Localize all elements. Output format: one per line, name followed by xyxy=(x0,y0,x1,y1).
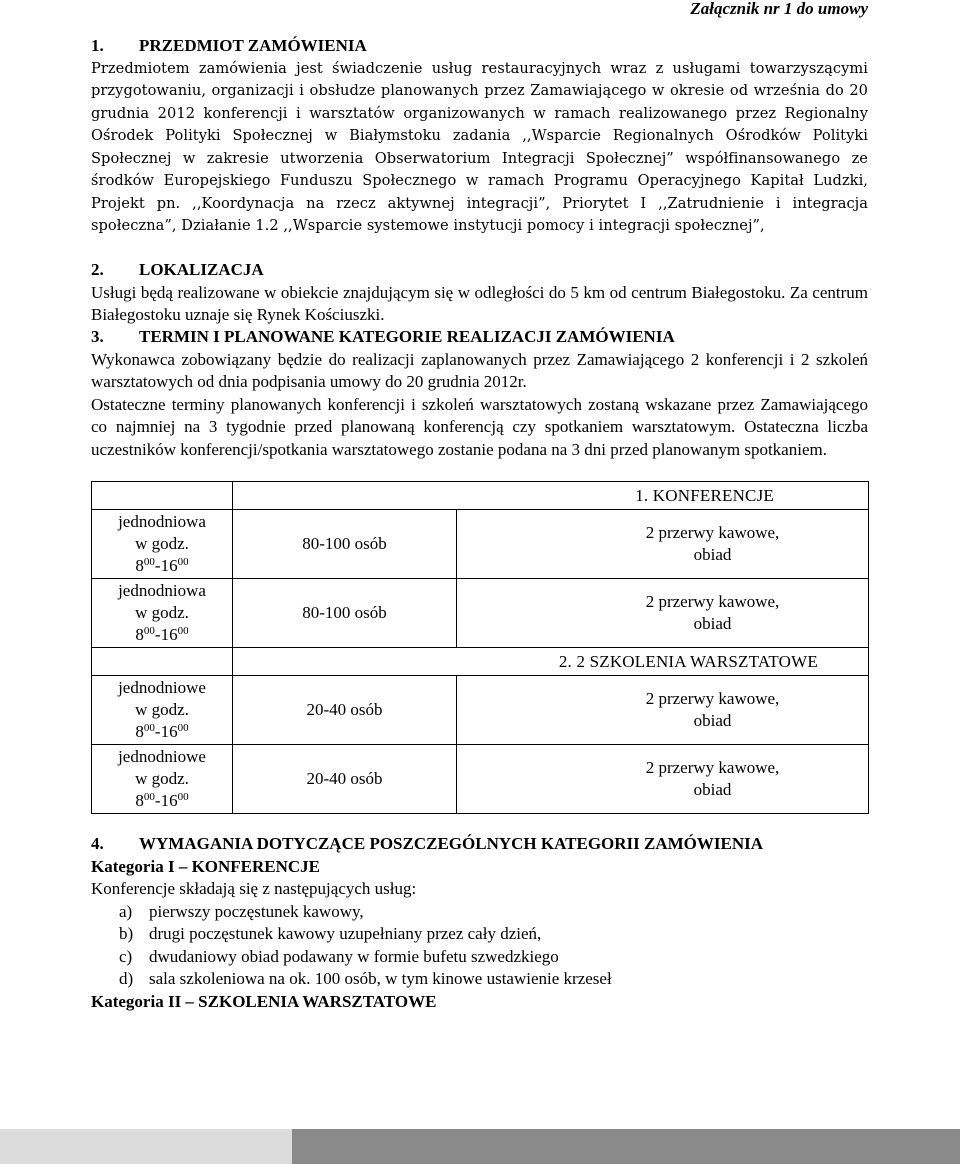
section-heading xyxy=(91,259,868,282)
category-intro: Konferencje składają się z następujących usług: xyxy=(91,879,417,898)
section-heading xyxy=(91,326,868,349)
table-row xyxy=(92,745,869,814)
table-row xyxy=(92,510,869,579)
table-section-row xyxy=(92,482,869,510)
table-cell-services: 2 przerwy kawowe, obiad xyxy=(457,676,869,745)
services-list xyxy=(91,901,868,991)
section-number: 3. xyxy=(91,327,104,346)
table-cell-services: 2 przerwy kawowe, obiad xyxy=(457,745,869,814)
footer-bar-light xyxy=(0,1129,292,1164)
table-section-row xyxy=(92,648,869,676)
table-cell-services: 2 przerwy kawowe, obiad xyxy=(457,579,869,648)
section-title: LOKALIZACJA xyxy=(139,260,264,279)
section-title: TERMIN I PLANOWANE KATEGORIE REALIZACJI ZAMÓWIENIA xyxy=(139,327,675,346)
table-cell-people: 20-40 osób xyxy=(233,676,457,745)
table-section-title: 1. KONFERENCJE xyxy=(233,482,869,510)
section-title: PRZEDMIOT ZAMÓWIENIA xyxy=(139,36,367,55)
category-heading: Kategoria II – SZKOLENIA WARSZTATOWE xyxy=(91,991,437,1011)
section-subject xyxy=(91,35,868,238)
table-cell-people: 80-100 osób xyxy=(233,579,457,648)
section-location xyxy=(91,259,868,327)
list-item: c) dwudaniowy obiad podawany w formie bufetu szwedzkiego xyxy=(119,946,559,966)
table-section-title: 2. 2 SZKOLENIA WARSZTATOWE xyxy=(233,648,869,676)
list-item: b) drugi poczęstunek kawowy uzupełniany przez cały dzień, xyxy=(119,924,542,943)
table-row xyxy=(92,579,869,648)
section-schedule xyxy=(91,326,868,461)
table-cell-type: jednodniowe w godz. $8^{00}-16^{00}$ xyxy=(92,745,233,814)
section-heading xyxy=(91,833,868,856)
section-text: Przedmiotem zamówienia jest świadczenie usług restauracyjnych wraz z usługami towarzyszącymi przygotowaniu, organizacji i obsłudze planowanych przez Zamawiającego w okresie od września do 20 grudnia 2012 konferencji i warsztatów organizowanych w ramach realizowanego przez Regionalny Ośrodek Polityki Społecznej w Białymstoku zadania ,,Wsparcie Regionalnych Ośrodków Polityki Społecznej w zakresie utworzenia Obserwatorium Integracji Społecznej” współfinansowanego ze środków Europejskiego Funduszu Społecznego w ramach Programu Operacyjnego Kapitał Ludzki, Projekt pn. ,,Koordynacja na rzecz aktywnej integracji”, Priorytet I ,,Zatrudnienie i integracja społeczna”, Działanie 1.2 ,,Wsparcie systemowe instytucji pomocy i integracji społecznej”, xyxy=(91,59,868,234)
section-requirements xyxy=(91,833,868,1013)
section-paragraph: Ostateczne terminy planowanych konferencji i szkoleń warsztatowych zostaną wskazane przez Zamawiającego co najmniej na 3 tygodnie przed planowaną konferencją czy spotkaniem warsztatowym. Ostateczna liczba uczestników konferencji/spotkania warsztatowego zostanie podana na 3 dni przed planowanym spotkaniem. xyxy=(91,394,868,459)
section-number: 4. xyxy=(91,834,104,853)
categories-table xyxy=(91,481,869,814)
footer-bar-dark xyxy=(292,1129,960,1164)
section-title: WYMAGANIA DOTYCZĄCE POSZCZEGÓLNYCH KATEGORII ZAMÓWIENIA xyxy=(139,834,764,853)
section-paragraph: Wykonawca zobowiązany będzie do realizacji zaplanowanych przez Zamawiającego 2 konferencji i 2 szkoleń warsztatowych od dnia podpisania umowy do 20 grudnia 2012r. xyxy=(91,349,868,391)
table-cell-type: jednodniowe w godz. $8^{00}-16^{00}$ xyxy=(92,676,233,745)
footer-bar xyxy=(0,1129,960,1164)
section-heading xyxy=(91,35,868,58)
section-number: 2. xyxy=(91,260,104,279)
list-item: a) pierwszy poczęstunek kawowy, xyxy=(119,901,364,921)
table-cell-people: 20-40 osób xyxy=(233,745,457,814)
table-cell-type: jednodniowa w godz. $8^{00}-16^{00}$ xyxy=(92,510,233,579)
table-row xyxy=(92,676,869,745)
annex-label: Załącznik nr 1 do umowy xyxy=(690,0,868,18)
section-number: 1. xyxy=(91,36,104,55)
table-cell-type: jednodniowa w godz. $8^{00}-16^{00}$ xyxy=(92,579,233,648)
list-item: d) sala szkoleniowa na ok. 100 osób, w tym kinowe ustawienie krzeseł xyxy=(119,969,612,988)
section-text: Usługi będą realizowane w obiekcie znajdującym się w odległości do 5 km od centrum Białegostoku. Za centrum Białegostoku uznaje się Rynek Kościuszki. xyxy=(91,282,868,324)
category-heading: Kategoria I – KONFERENCJE xyxy=(91,856,321,876)
table-cell-services: 2 przerwy kawowe, obiad xyxy=(457,510,869,579)
table-cell-people: 80-100 osób xyxy=(233,510,457,579)
